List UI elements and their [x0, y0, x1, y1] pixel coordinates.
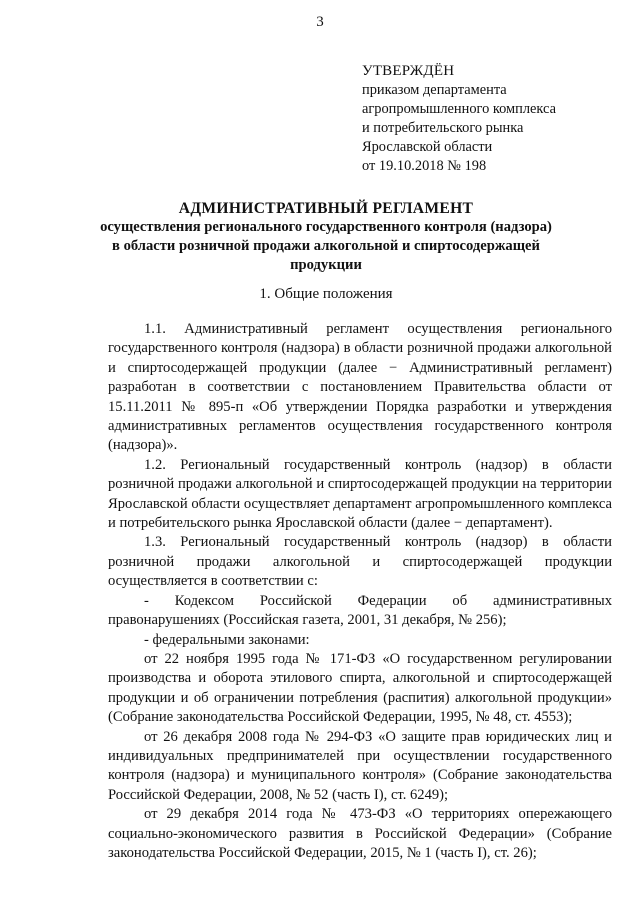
title-line: осуществления регионального государственного контроля (надзора) — [100, 219, 552, 235]
title-main: АДМИНИСТРАТИВНЫЙ РЕГЛАМЕНТ — [178, 200, 474, 217]
paragraph-1-1: 1.1. Административный регламент осуществления регионального государственного контроля (надзора) в области розничной продажи алкогольной и спиртосодержащей продукции (далее − Административный регламент) разработан в соответствии с постановлением Правительства области от 15.11.2011 № 895-п «Об утверждении Порядка разработки и утверждения административных регламентов осуществления государственного контроля (надзора)». — [108, 321, 612, 454]
approval-line: Ярославской области — [362, 139, 493, 155]
approval-date-line: от 19.10.2018 № 198 — [362, 158, 487, 174]
law-item: от 29 декабря 2014 года № 473-ФЗ «О территориях опережающего социально-экономического развития в Российской Федерации» (Собрание законодательства Российской Федерации, 2015, № 1 (часть I), ст. 26); — [108, 806, 612, 861]
law-item: от 22 ноября 1995 года № 171-ФЗ «О государственном регулировании производства и оборота этилового спирта, алкогольной и спиртосодержащей продукции и об ограничении потребления (распития) алкогольной продукции» (Собрание законодательства Российской Федерации, 1995, № 48, ст. 4553); — [108, 650, 612, 726]
page-number: 3 — [316, 14, 324, 30]
approval-line: приказом департамента — [362, 82, 507, 98]
list-item-code: - Кодексом Российской Федерации об административных правонарушениях (Российская газета, 2001, 31 декабря, № 256); — [108, 592, 612, 629]
approval-heading: УТВЕРЖДЁН — [362, 63, 455, 79]
approval-line: агропромышленного комплекса — [362, 101, 556, 117]
title-line: в области розничной продажи алкогольной и спиртосодержащей — [112, 238, 540, 254]
approval-stamp — [362, 62, 556, 176]
law-item: от 26 декабря 2008 года № 294-ФЗ «О защите прав юридических лиц и индивидуальных предпринимателей при осуществлении государственного контроля (надзора) и муниципального контроля» (Собрание законодательства Российской Федерации, 2008, № 52 (часть I), ст. 6249); — [108, 728, 612, 803]
title-line: продукции — [290, 257, 362, 273]
document-body — [108, 320, 612, 863]
section-heading: 1. Общие положения — [259, 286, 393, 302]
paragraph-1-3: 1.3. Региональный государственный контроль (надзор) в области розничной продажи алкогольной и спиртосодержащей продукции осуществляется в соответствии с: — [108, 534, 612, 590]
document-title — [80, 199, 572, 275]
paragraph-1-2: 1.2. Региональный государственный контроль (надзор) в области розничной продажи алкогольной и спиртосодержащей продукции на территории Ярославской области осуществляет департамент агропромышленного комплекса и потребительского рынка Ярославской области (далее − департамент). — [108, 456, 612, 532]
list-item-federal-laws: - федеральными законами: — [144, 631, 310, 648]
approval-line: и потребительского рынка — [362, 120, 524, 136]
